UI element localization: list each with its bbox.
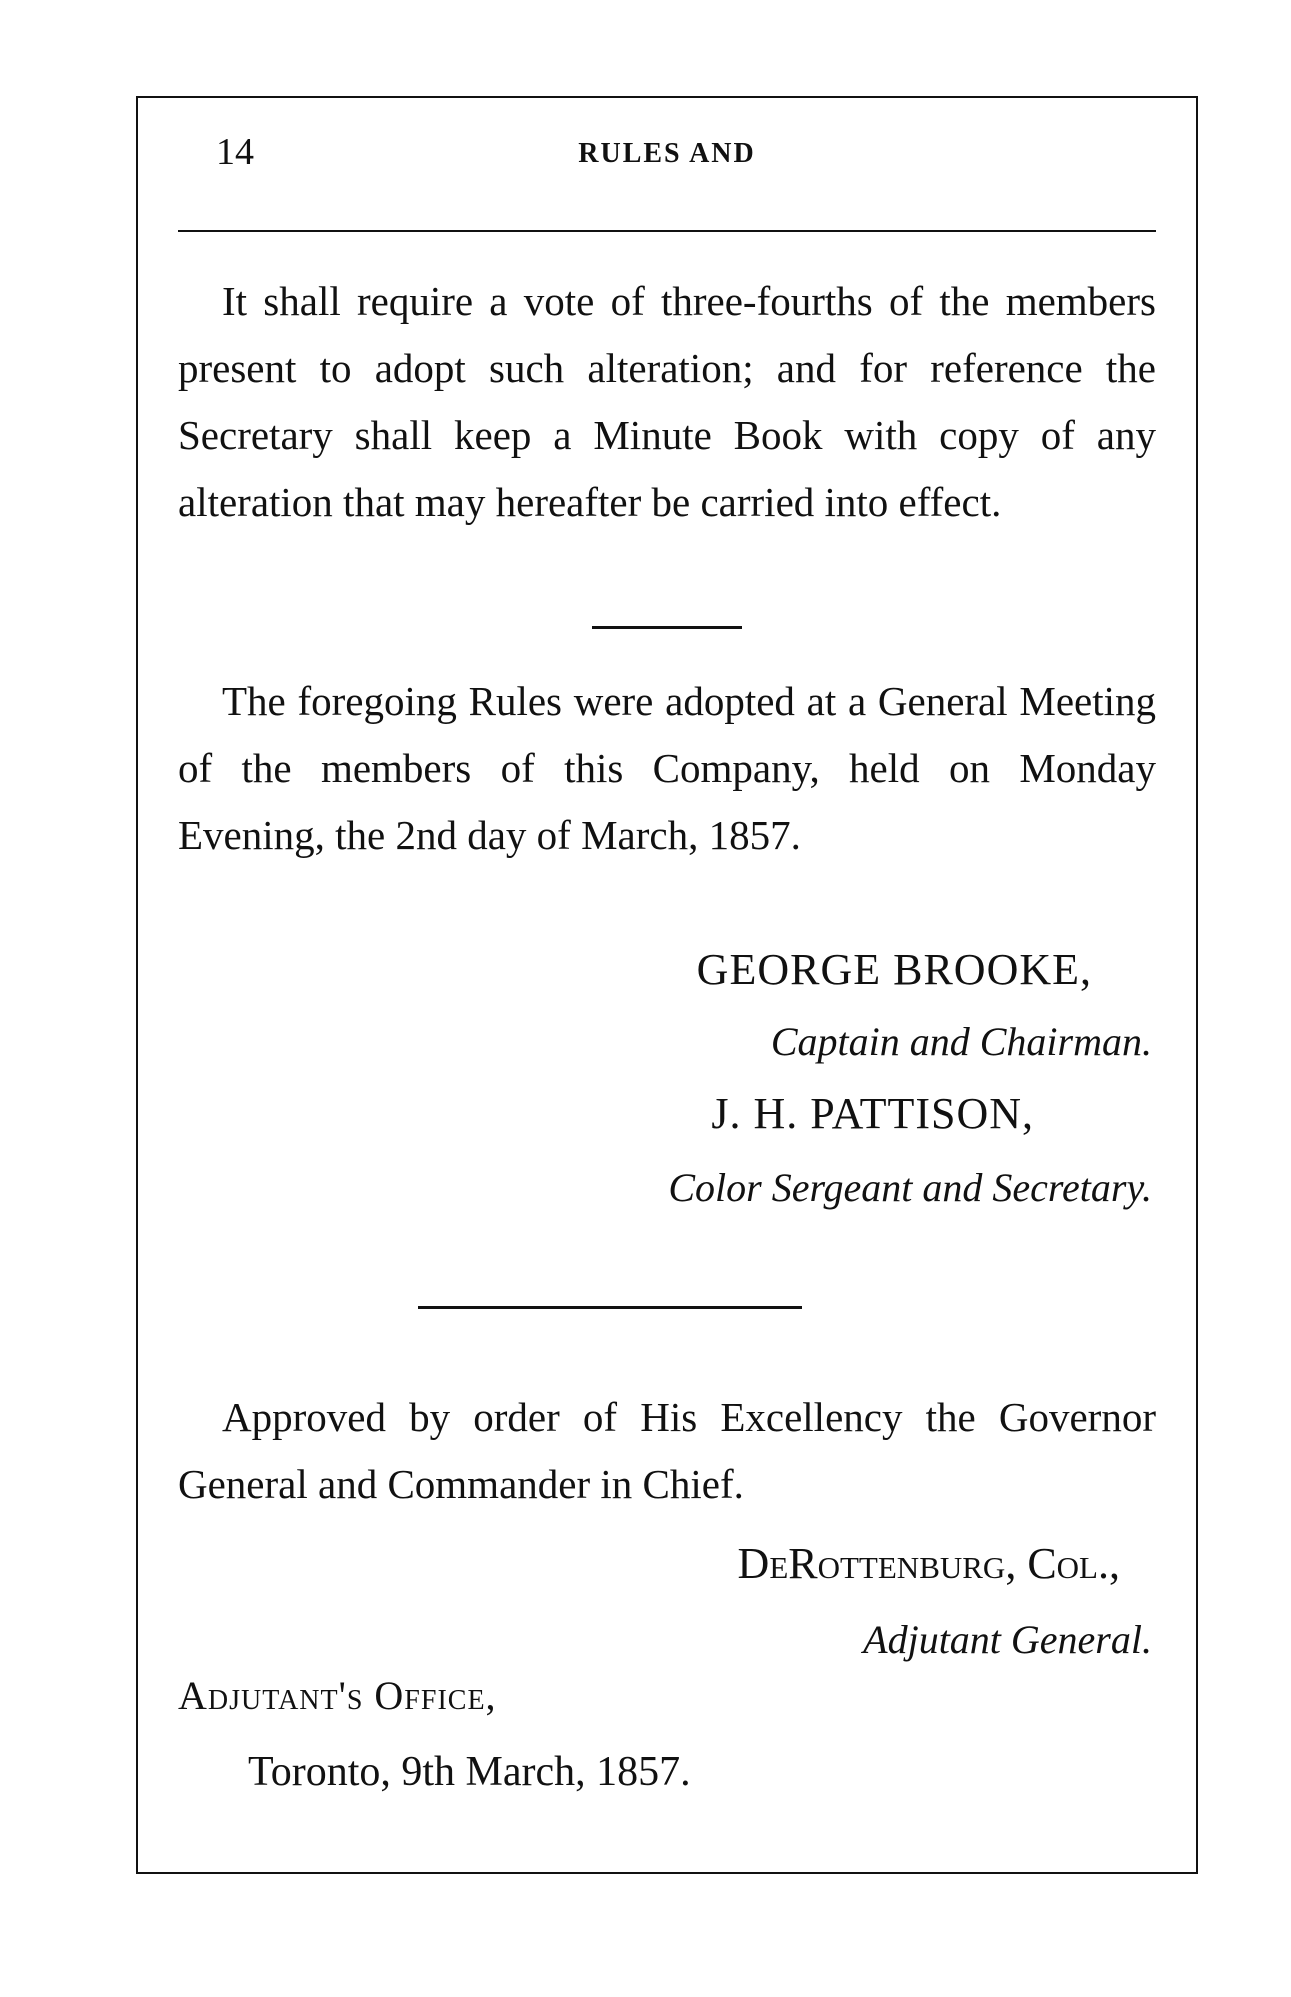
signatory-name-chairman: GEORGE BROOKE, [696, 945, 1092, 994]
section-divider-short [592, 626, 742, 629]
signatory-title-chairman: Captain and Chairman. [770, 1019, 1152, 1064]
office-line: Adjutant's Office, [178, 1673, 497, 1718]
signatory-name-secretary: J. H. PATTISON, [711, 1089, 1034, 1138]
signatory-name-adjutant: DeRottenburg, Col., [737, 1539, 1120, 1588]
date-line: Toronto, 9th March, 1857. [248, 1749, 691, 1795]
paragraph-alteration: It shall require a vote of three-fourths of the members present to adopt such alteration; and for reference the Secretary shall keep a Minute Book with copy of any alteration that may hereafter be carried into effect. [178, 278, 1156, 525]
paragraph-adoption: The foregoing Rules were adopted at a General Meeting of the members of this Company, held on Monday Evening, the 2nd day of March, 1857. [178, 678, 1156, 858]
header-rule [178, 230, 1156, 232]
page-header [180, 130, 1154, 190]
page-number: 14 [216, 131, 254, 173]
signatory-title-secretary: Color Sergeant and Secretary. [668, 1165, 1152, 1210]
signatory-title-adjutant: Adjutant General. [863, 1617, 1152, 1662]
running-head: RULES AND [578, 138, 756, 169]
paragraph-approval: Approved by order of His Excellency the Governor General and Commander in Chief. [178, 1394, 1156, 1507]
section-divider [418, 1306, 802, 1309]
page-frame [136, 96, 1198, 1874]
